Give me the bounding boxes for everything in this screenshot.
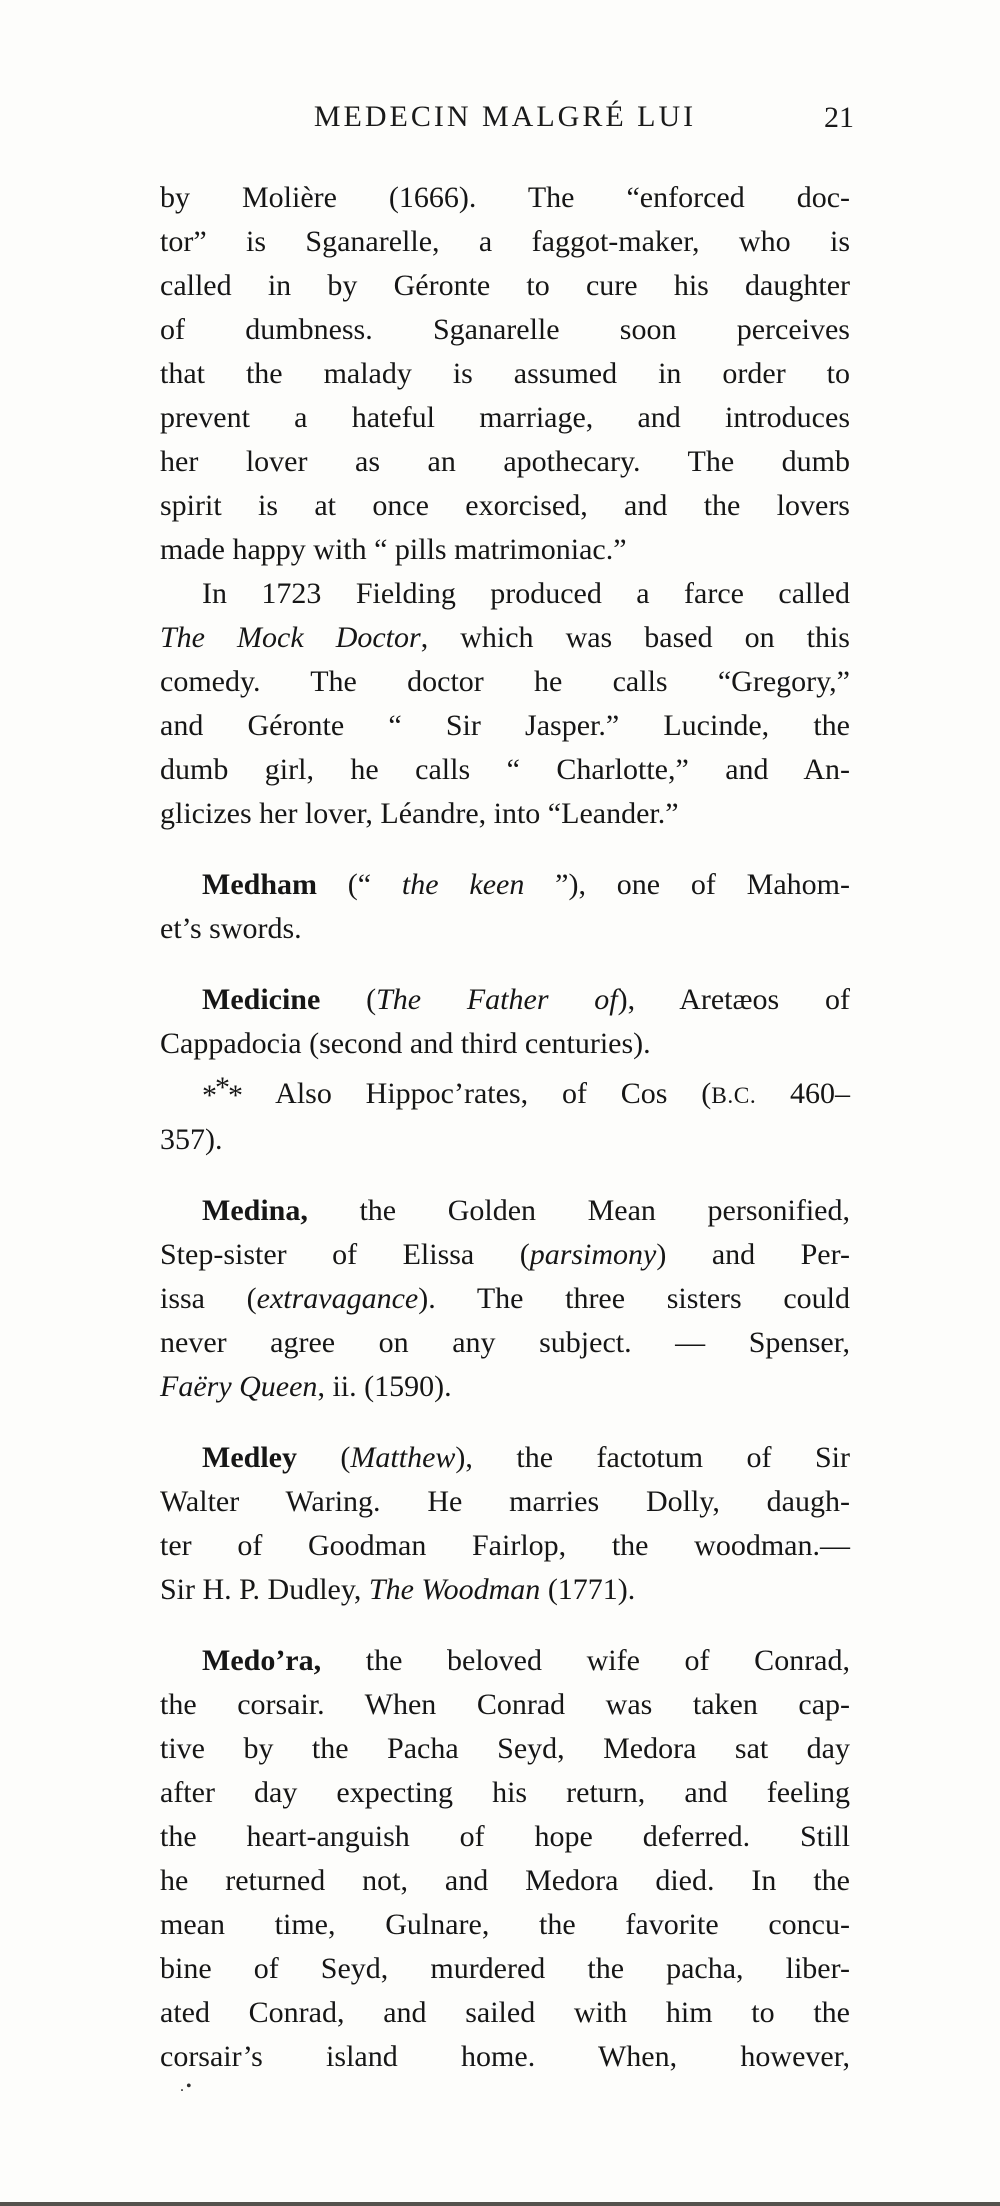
text-run-i: The Father of <box>376 983 618 1016</box>
text-run: 357). <box>160 1123 223 1156</box>
text-line <box>160 978 850 1022</box>
text-line <box>160 1815 850 1859</box>
text-run: glicizes her lover, Léandre, into “Leander.” <box>160 797 679 830</box>
text-line <box>160 792 850 836</box>
page-number: 21 <box>824 101 854 134</box>
text-line <box>160 528 850 572</box>
text-run: never agree on any subject. — Spenser, <box>160 1326 850 1359</box>
text-run: Walter Waring. He marries Dolly, daugh- <box>160 1485 850 1518</box>
text-line <box>160 1233 850 1277</box>
text-line <box>160 2035 850 2079</box>
text-run: comedy. The doctor he calls “Gregory,” <box>160 665 850 698</box>
text-line <box>160 484 850 528</box>
text-run-b: Medo’ra, <box>202 1644 322 1677</box>
text-run-i: parsimony <box>529 1238 657 1271</box>
text-run: tive by the Pacha Seyd, Medora sat day <box>160 1732 850 1765</box>
text-run: dumb girl, he calls “ Charlotte,” and An- <box>160 753 850 786</box>
text-run: spirit is at once exorcised, and the lovers <box>160 489 850 522</box>
text-run-astlo: * <box>202 1078 217 1112</box>
text-run-i: Matthew <box>350 1441 456 1474</box>
text-line <box>160 1568 850 1612</box>
text-line <box>160 1118 850 1162</box>
text-line <box>160 1683 850 1727</box>
text-line <box>160 1524 850 1568</box>
text-line <box>160 572 850 616</box>
paragraph <box>160 1189 850 1409</box>
text-run: ated Conrad, and sailed with him to the <box>160 1996 850 2029</box>
text-line <box>160 616 850 660</box>
text-run-b: Medicine <box>202 983 321 1016</box>
text-run: ( <box>320 983 377 1016</box>
text-run: the beloved wife of Conrad, <box>321 1644 850 1677</box>
text-run: issa ( <box>160 1282 257 1315</box>
text-line <box>160 220 850 264</box>
text-run: the heart-anguish of hope deferred. Still <box>160 1820 850 1853</box>
text-run-astlo: * <box>228 1078 243 1112</box>
printer-mark: .• <box>180 2078 194 2095</box>
page-header <box>160 100 854 140</box>
paragraph <box>160 863 850 951</box>
text-run: mean time, Gulnare, the favorite concu- <box>160 1908 850 1941</box>
text-run: In 1723 Fielding produced a farce called <box>202 577 850 610</box>
text-run-i: The Mock Doctor <box>160 621 421 654</box>
paragraph <box>160 1639 850 2079</box>
text-line <box>160 1991 850 2035</box>
text-run-i: The Woodman <box>368 1573 541 1606</box>
text-line <box>160 1480 850 1524</box>
text-run: that the malady is assumed in order to <box>160 357 850 390</box>
text-run: he returned not, and Medora died. In the <box>160 1864 850 1897</box>
text-line <box>160 264 850 308</box>
text-run: tor” is Sganarelle, a faggot-maker, who is <box>160 225 850 258</box>
text-run-b: Medham <box>202 868 317 901</box>
text-run-b: Medina, <box>202 1194 308 1227</box>
text-run: her lover as an apothecary. The dumb <box>160 445 850 478</box>
text-run: after day expecting his return, and feeling <box>160 1776 850 1809</box>
text-run: ”), one of Mahom- <box>524 868 850 901</box>
running-title: MEDECIN MALGRÉ LUI <box>313 100 697 133</box>
text-line <box>160 704 850 748</box>
text-run: ( <box>296 1441 351 1474</box>
text-run: ter of Goodman Fairlop, the woodman.— <box>160 1529 850 1562</box>
text-line <box>160 748 850 792</box>
text-line <box>160 396 850 440</box>
paragraph <box>160 572 850 836</box>
text-run-i: extravagance <box>256 1282 419 1315</box>
text-line <box>160 1189 850 1233</box>
text-run: Sir H. P. Dudley, <box>160 1573 369 1606</box>
text-run-asthi: * <box>215 1071 230 1104</box>
text-line <box>160 1277 850 1321</box>
text-line <box>160 1066 850 1118</box>
text-run: ), the factotum of Sir <box>455 1441 850 1474</box>
text-run: (1771). <box>540 1573 636 1606</box>
text-run: corsair’s island home. When, however, <box>160 2040 850 2073</box>
text-line <box>160 660 850 704</box>
text-run: ) and Per- <box>656 1238 850 1271</box>
text-line <box>160 1859 850 1903</box>
text-line <box>160 176 850 220</box>
text-run: and Géronte “ Sir Jasper.” Lucinde, the <box>160 709 850 742</box>
text-run: Cappadocia (second and third centuries). <box>160 1027 651 1060</box>
text-block <box>160 176 850 2079</box>
paragraph <box>160 1436 850 1612</box>
text-run-i: Faëry Queen <box>160 1370 318 1403</box>
text-line <box>160 1022 850 1066</box>
paragraph <box>160 176 850 572</box>
text-run: the corsair. When Conrad was taken cap- <box>160 1688 850 1721</box>
text-run: Also Hippoc’rates, of Cos ( <box>243 1077 712 1110</box>
text-run-i: the keen <box>401 868 525 901</box>
text-line <box>160 1365 850 1409</box>
text-line <box>160 1947 850 1991</box>
paragraph <box>160 1066 850 1162</box>
text-run: ). The three sisters could <box>418 1282 850 1315</box>
text-line <box>160 1771 850 1815</box>
text-run: et’s swords. <box>160 912 302 945</box>
text-run: the Golden Mean personified, <box>307 1194 850 1227</box>
text-run: ), Aretæos of <box>617 983 850 1016</box>
text-run: of dumbness. Sganarelle soon perceives <box>160 313 850 346</box>
text-line <box>160 907 850 951</box>
text-run: called in by Géronte to cure his daughter <box>160 269 850 302</box>
text-run: , ii. (1590). <box>317 1370 452 1403</box>
text-line <box>160 440 850 484</box>
text-line <box>160 1727 850 1771</box>
text-line <box>160 352 850 396</box>
text-run: (“ <box>317 868 402 901</box>
scan-edge <box>0 2202 1000 2206</box>
text-line <box>160 863 850 907</box>
text-run-b: Medley <box>202 1441 297 1474</box>
text-run: Step-sister of Elissa ( <box>160 1238 530 1271</box>
text-run-sc: B.C. <box>711 1083 757 1109</box>
text-run: 460– <box>756 1077 850 1110</box>
text-run: made happy with “ pills matrimoniac.” <box>160 533 627 566</box>
text-run: , which was based on this <box>420 621 850 654</box>
text-line <box>160 308 850 352</box>
text-run: prevent a hateful marriage, and introduces <box>160 401 850 434</box>
text-line <box>160 1436 850 1480</box>
text-run: by Molière (1666). The “enforced doc- <box>160 181 850 214</box>
text-line <box>160 1321 850 1365</box>
paragraph <box>160 978 850 1066</box>
text-run: bine of Seyd, murdered the pacha, liber- <box>160 1952 850 1985</box>
text-line <box>160 1903 850 1947</box>
text-line <box>160 1639 850 1683</box>
